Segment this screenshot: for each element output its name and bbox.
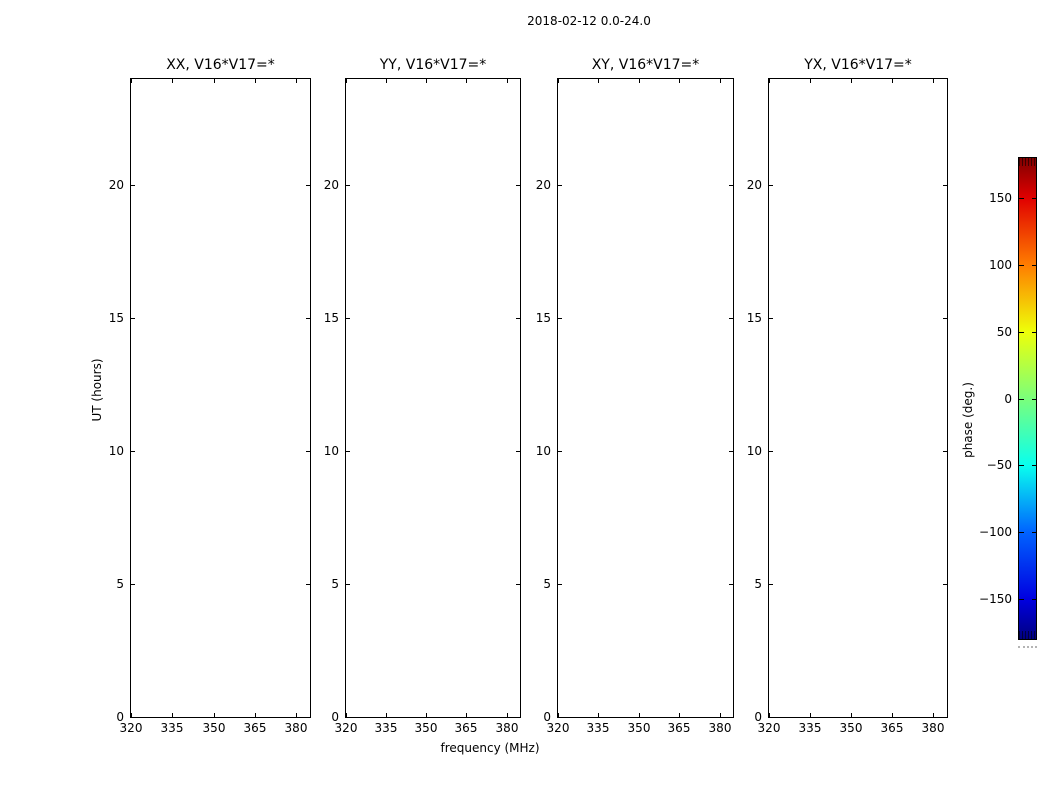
colorbar-tick [1032, 399, 1036, 400]
x-tick [296, 713, 297, 717]
x-tick-label: 380 [708, 721, 732, 735]
subplot-frame-4 [768, 78, 948, 718]
y-tick-label: 0 [331, 710, 339, 724]
y-tick [769, 185, 773, 186]
y-tick [769, 584, 773, 585]
y-tick-label: 15 [323, 311, 339, 325]
x-tick [933, 713, 934, 717]
y-tick-label: 15 [746, 311, 762, 325]
x-tick-label: 365 [880, 721, 904, 735]
y-tick-label: 5 [543, 577, 551, 591]
subplot-title-3: XY, V16*V17=* [591, 57, 700, 73]
x-tick [426, 713, 427, 717]
x-tick-label: 335 [798, 721, 822, 735]
subplot-frame-1 [130, 78, 311, 718]
y-tick-label: 0 [543, 710, 551, 724]
x-tick-label: 320 [546, 721, 570, 735]
colorbar-tick [1019, 532, 1024, 533]
colorbar-tick [1019, 465, 1024, 466]
y-tick [558, 185, 562, 186]
x-tick [466, 713, 467, 717]
colorbar-dotted-edge [1018, 646, 1037, 648]
x-tick-label: 320 [757, 721, 781, 735]
colorbar-end-stripes-bottom [1019, 631, 1036, 639]
y-tick [943, 451, 947, 452]
x-tick [507, 713, 508, 717]
y-tick-label: 10 [323, 444, 339, 458]
x-tick-label: 380 [284, 721, 308, 735]
colorbar-tick-label: 150 [989, 191, 1012, 205]
x-tick [507, 79, 508, 83]
y-tick [346, 185, 350, 186]
x-tick [598, 713, 599, 717]
x-tick [720, 79, 721, 83]
x-tick [851, 713, 852, 717]
x-tick [558, 713, 559, 717]
y-tick [346, 451, 350, 452]
colorbar-tick [1032, 532, 1036, 533]
colorbar-tick-label: −100 [979, 525, 1012, 539]
x-tick [214, 713, 215, 717]
y-tick [131, 584, 135, 585]
x-tick [172, 79, 173, 83]
x-tick [386, 79, 387, 83]
x-tick [892, 79, 893, 83]
colorbar-end-stripes-top [1019, 158, 1036, 166]
x-axis-label: frequency (MHz) [440, 741, 540, 755]
colorbar-tick [1019, 265, 1024, 266]
colorbar-tick [1019, 399, 1024, 400]
x-tick [933, 79, 934, 83]
y-tick-label: 0 [116, 710, 124, 724]
x-tick [172, 713, 173, 717]
x-tick-label: 335 [374, 721, 398, 735]
x-tick-label: 380 [495, 721, 519, 735]
x-tick [851, 79, 852, 83]
x-tick-label: 365 [667, 721, 691, 735]
colorbar-tick-label: −150 [979, 592, 1012, 606]
y-tick-label: 5 [331, 577, 339, 591]
y-tick [558, 318, 562, 319]
subplot-title-1: XX, V16*V17=* [166, 57, 275, 73]
x-tick [810, 713, 811, 717]
y-tick [943, 318, 947, 319]
x-tick-label: 320 [119, 721, 143, 735]
x-tick-label: 380 [921, 721, 945, 735]
colorbar-tick [1019, 599, 1024, 600]
x-tick [255, 713, 256, 717]
y-tick-label: 20 [323, 178, 339, 192]
y-tick [131, 318, 135, 319]
colorbar-tick [1032, 198, 1036, 199]
colorbar-tick [1019, 332, 1024, 333]
x-tick-label: 350 [627, 721, 651, 735]
colorbar-tick [1032, 465, 1036, 466]
x-tick-label: 335 [586, 721, 610, 735]
y-tick-label: 15 [535, 311, 551, 325]
y-tick [558, 451, 562, 452]
x-tick-label: 335 [160, 721, 184, 735]
y-tick-label: 10 [108, 444, 124, 458]
x-tick [386, 713, 387, 717]
y-tick [346, 318, 350, 319]
x-tick [558, 79, 559, 83]
y-axis-label: UT (hours) [90, 358, 104, 422]
colorbar-tick [1032, 332, 1036, 333]
subplot-frame-2 [345, 78, 521, 718]
y-tick [769, 451, 773, 452]
x-tick-label: 320 [334, 721, 358, 735]
y-tick-label: 20 [746, 178, 762, 192]
x-tick [639, 79, 640, 83]
x-tick-label: 350 [839, 721, 863, 735]
x-tick [769, 713, 770, 717]
y-tick-label: 5 [754, 577, 762, 591]
x-tick [598, 79, 599, 83]
y-tick [943, 185, 947, 186]
x-tick [679, 713, 680, 717]
x-tick-label: 365 [243, 721, 267, 735]
x-tick [810, 79, 811, 83]
y-tick [943, 584, 947, 585]
colorbar-tick [1032, 599, 1036, 600]
figure-title: 2018-02-12 0.0-24.0 [527, 14, 651, 28]
y-tick-label: 20 [108, 178, 124, 192]
x-tick [769, 79, 770, 83]
colorbar-tick-label: 50 [996, 325, 1012, 339]
y-tick-label: 20 [535, 178, 551, 192]
x-tick-label: 350 [414, 721, 438, 735]
subplot-title-2: YY, V16*V17=* [379, 57, 487, 73]
y-tick [769, 318, 773, 319]
x-tick [131, 713, 132, 717]
subplot-title-4: YX, V16*V17=* [804, 57, 912, 73]
x-tick [346, 79, 347, 83]
x-tick [346, 713, 347, 717]
colorbar-tick-label: −50 [986, 458, 1012, 472]
y-tick-label: 10 [746, 444, 762, 458]
colorbar-tick-label: 100 [989, 258, 1012, 272]
x-tick [679, 79, 680, 83]
x-tick [466, 79, 467, 83]
x-tick [296, 79, 297, 83]
x-tick [131, 79, 132, 83]
y-tick-label: 15 [108, 311, 124, 325]
x-tick [214, 79, 215, 83]
x-tick-label: 350 [202, 721, 226, 735]
x-tick [255, 79, 256, 83]
colorbar-tick-label: 0 [1004, 392, 1012, 406]
x-tick [720, 713, 721, 717]
x-tick [426, 79, 427, 83]
y-tick [558, 584, 562, 585]
subplot-frame-3 [557, 78, 734, 718]
colorbar-tick [1019, 198, 1024, 199]
y-tick-label: 5 [116, 577, 124, 591]
x-tick [639, 713, 640, 717]
y-tick [346, 584, 350, 585]
x-tick-label: 365 [454, 721, 478, 735]
y-tick-label: 0 [754, 710, 762, 724]
x-tick [892, 713, 893, 717]
y-tick [131, 185, 135, 186]
y-tick-label: 10 [535, 444, 551, 458]
y-tick [131, 451, 135, 452]
colorbar-label: phase (deg.) [961, 382, 975, 458]
colorbar-tick [1032, 265, 1036, 266]
